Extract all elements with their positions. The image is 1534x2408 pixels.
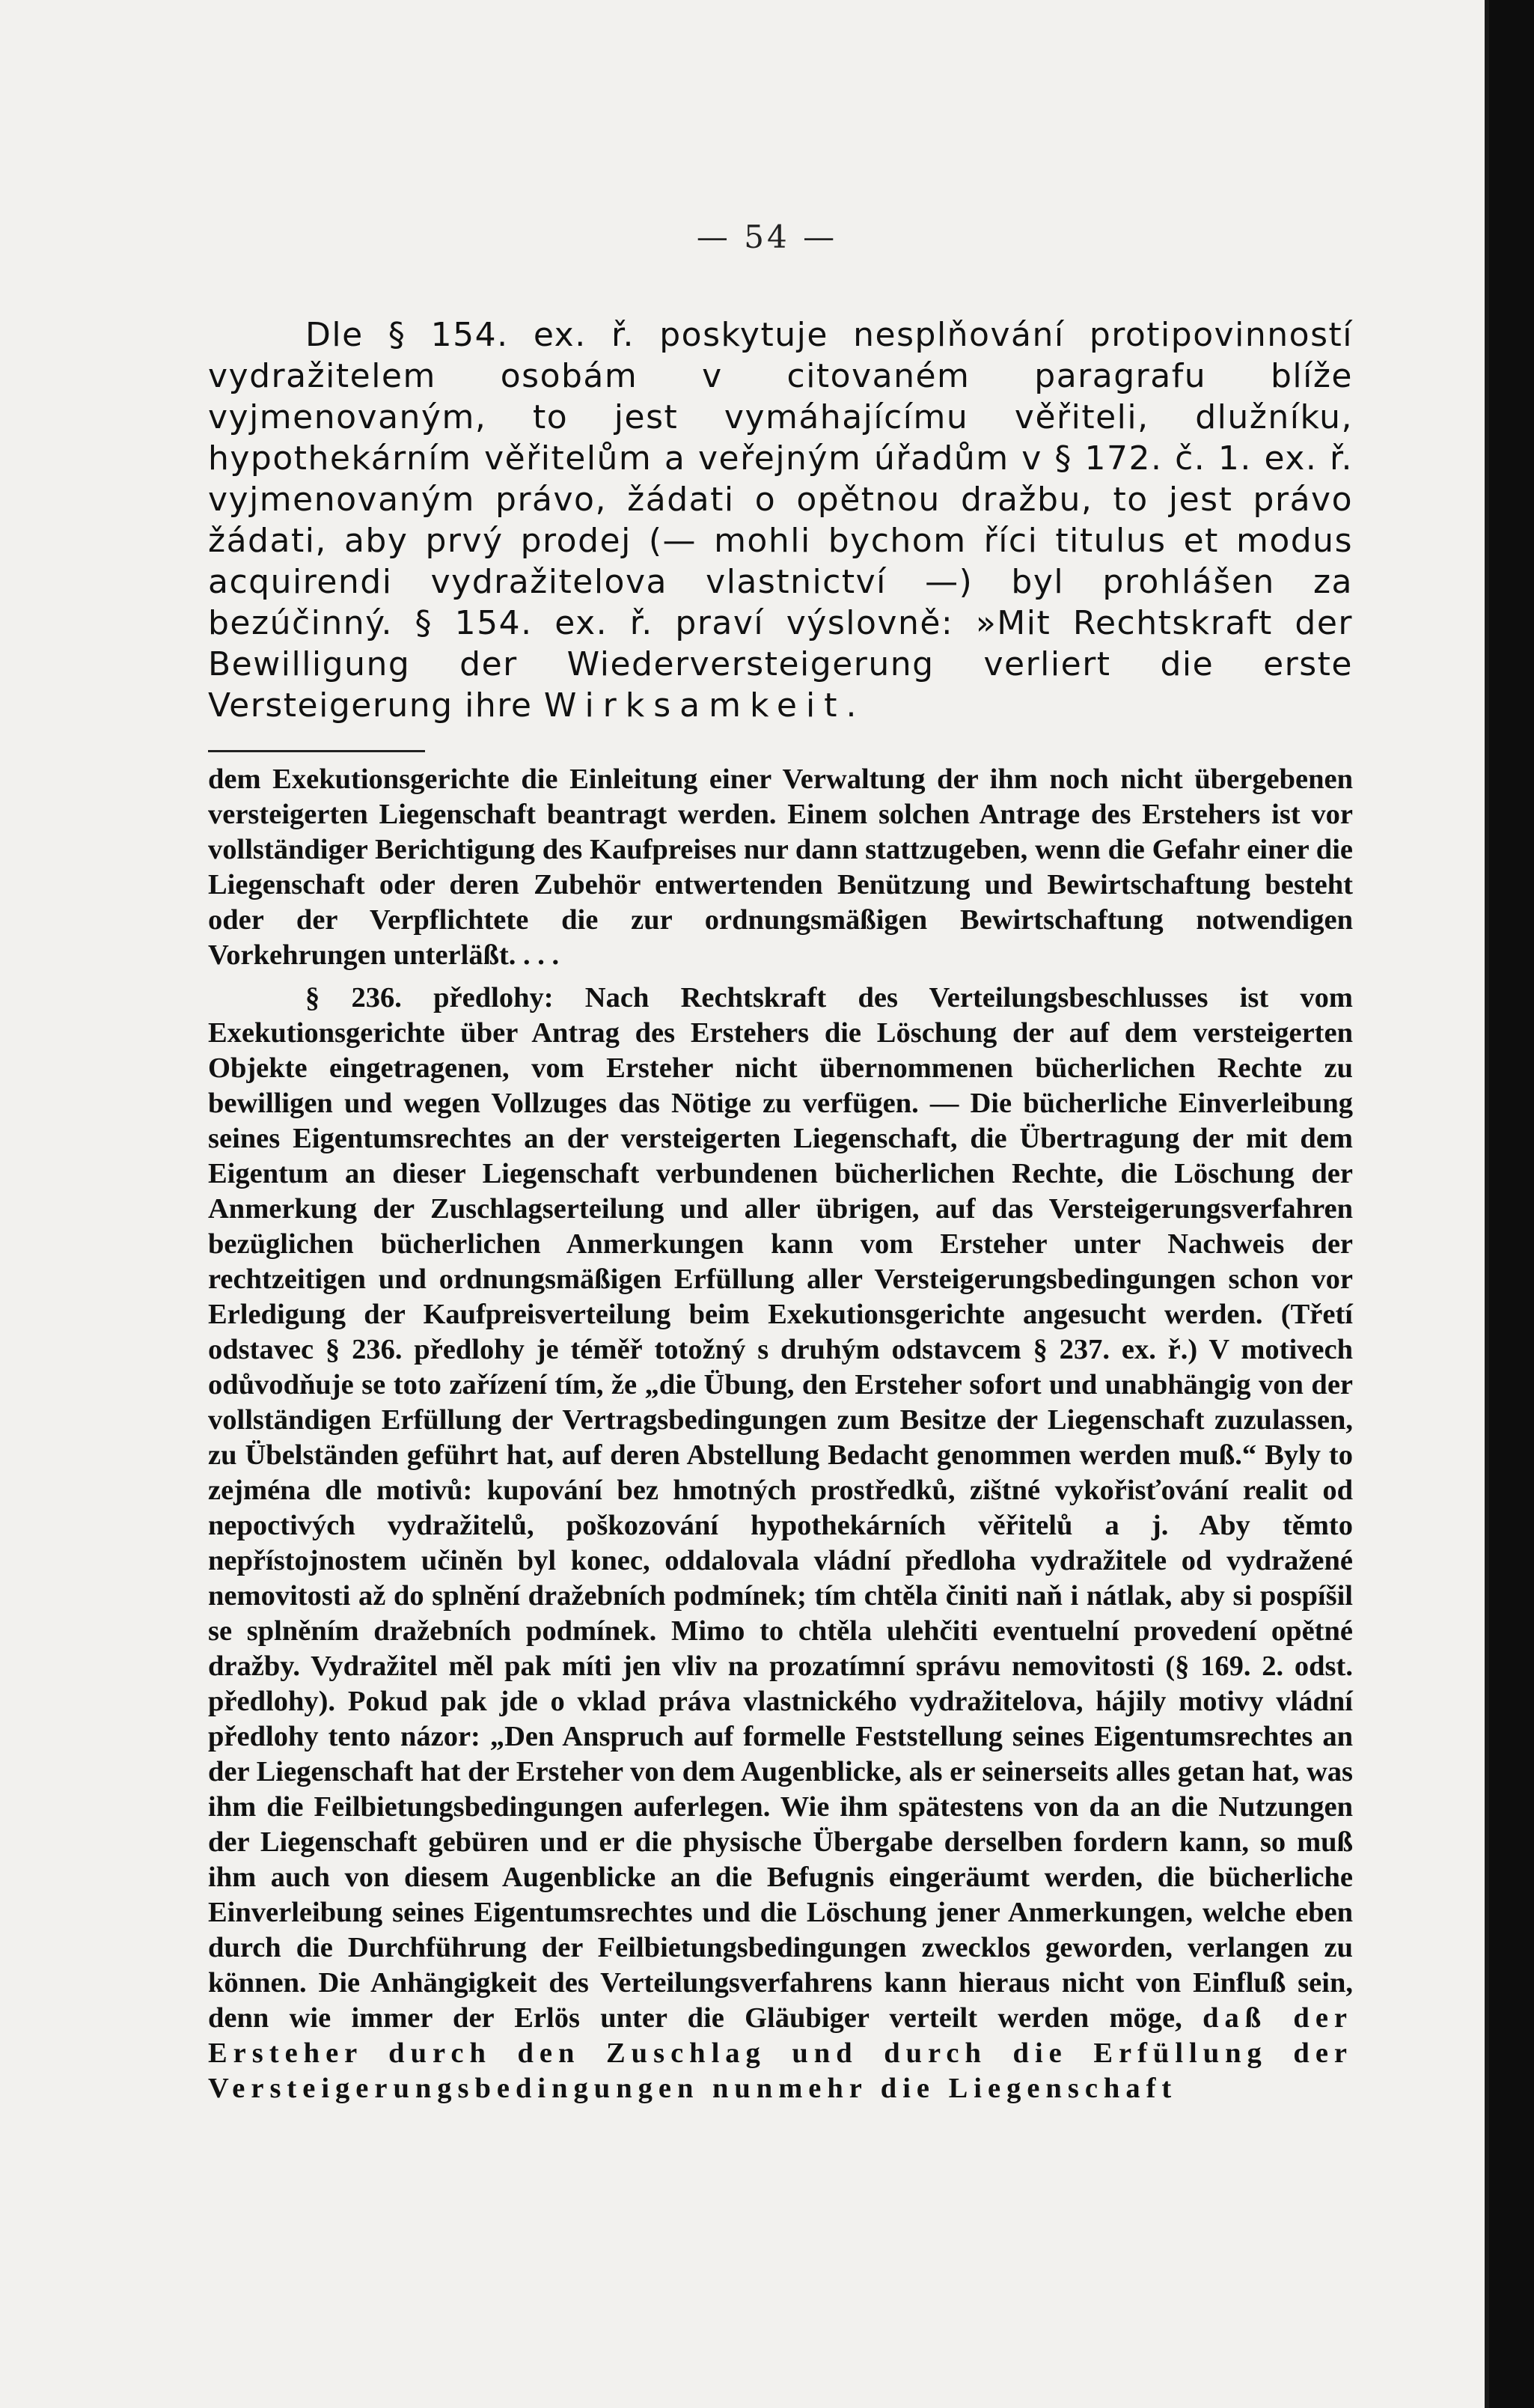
footnote-paragraph-1: dem Exekutionsgerichte die Einleitung einer Verwaltung der ihm noch nicht übergebenen versteigerten Liegenschaft beantragt werden. Einem solchen Antrage des Erstehers ist vor vollständiger Berichtigung des Kaufpreises nur dann stattzugeben, wenn die Gefahr einer die Liegenschaft oder deren Zubehör entwertenden Benützung und Bewirtschaftung besteht oder der Verpflichtete die zur ordnungsmäßigen Bewirtschaftung notwendigen Vorkehrungen unterläßt. . . . [208,763,1353,971]
main-paragraph-text: Dle § 154. ex. ř. poskytuje nesplňování protipovinností vydražitelem osobám v citovaném paragrafu blíže vyjmenovaným, to jest vymáhajícímu věřiteli, dlužníku, hypothekárním věřitelům a veřejným úřadům v § 172. č. 1. ex. ř. vyjmenovaným právo, žádati o opětnou dražbu, to jest právo žádati, aby prvý prodej (— mohli bychom říci titulus et modus acquirendi vydražitelova vlastnictví —) byl prohlášen za bezúčinný. § 154. ex. ř. praví výslovně: »Mit Rechtskraft der Bewilligung der Wiederversteigerung verliert die erste Versteigerung ihre [208,316,1353,725]
main-paragraph [208,314,1353,726]
footnote-paragraph-2-spaced-text: daß der Ersteher durch den Zuschlag und durch die Erfüllung der Versteigerungsbedingungen nunmehr die Liegenschaft [208,2002,1354,2104]
footnote-block [208,762,1353,2106]
scan-edge-shadow [1489,0,1534,2408]
main-paragraph-spaced-word: Wirksamkeit. [543,686,866,725]
main-text-block [208,314,1353,726]
footnote-paragraph-2 [208,981,1353,2106]
footnote-paragraph-2-text: § 236. předlohy: Nach Rechtskraft des Verteilungsbeschlusses ist vom Exekutionsgerichte über Antrag des Erstehers die Löschung der auf dem versteigerten Objekte eingetragenen, vom Ersteher nicht übernommenen bücherlichen Rechte zu bewilligen und wegen Vollzuges das Nötige zu verfügen. — Die bücherliche Einverleibung seines Eigentumsrechtes an der versteigerten Liegenschaft, die Übertragung der mit dem Eigentum an dieser Liegenschaft verbundenen bücherlichen Rechte, die Löschung der Anmerkung der Zuschlagserteilung und aller übrigen, auf das Versteigerungsverfahren bezüglichen bücherlichen Anmerkungen kann vom Ersteher unter Nachweis der rechtzeitigen und ordnungsmäßigen Erfüllung aller Versteigerungsbedingungen schon vor Erledigung der Kaufpreisverteilung beim Exekutionsgerichte angesucht werden. (Třetí odstavec § 236. předlohy je téměř totožný s druhým odstavcem § 237. ex. ř.) V motivech odůvodňuje se toto zařízení tím, že „die Übung, den Ersteher sofort und unabhängig von der vollständigen Erfüllung der Vertragsbedingungen zum Besitze der Liegenschaft zuzulassen, zu Übelständen geführt hat, auf deren Abstellung Bedacht genommen werden muß.“ Byly to zejména dle motivů: kupování bez hmotných prostředků, zištné vykořisťování realit od nepoctivých vydražitelů, poškozování hypothekárních věřitelů a j. Aby těmto nepřístojnostem učiněn byl konec, oddalovala vládní předloha vydražitele od vydražené nemovitosti až do splnění dražebních podmínek; tím chtěla činiti naň i nátlak, aby si pospíšil se splněním dražebních podmínek. Mimo to chtěla ulehčiti eventuelní provedení opětné dražby. Vydražitel měl pak míti jen vliv na prozatímní správu nemovitosti (§ 169. 2. odst. předlohy). Pokud pak jde o vklad práva vlastnického vydražitelova, hájily motivy vládní předlohy tento názor: „Den Anspruch auf formelle Feststellung seines Eigentumsrechtes an der Liegenschaft hat der Ersteher von dem Augenblicke, als er seinerseits alles getan hat, was ihm die Feilbietungsbedingungen auferlegen. Wie ihm spätestens von da an die Nutzungen der Liegenschaft gebüren und er die physische Übergabe derselben fordern kann, so muß ihm auch von diesem Augenblicke an die Befugnis eingeräumt werden, die bücherliche Einverleibung seines Eigentumsrechtes und die Löschung jener Anmerkungen, welche eben durch die Durchführung der Feilbietungsbedingungen zwecklos geworden, verlangen zu können. Die Anhängigkeit des Verteilungsverfahrens kann hieraus nicht von Einfluß sein, denn wie immer der Erlös unter die Gläubiger verteilt werden möge, [208,982,1353,2034]
footnote-divider [208,750,425,752]
page-number: — 54 — [696,219,838,255]
